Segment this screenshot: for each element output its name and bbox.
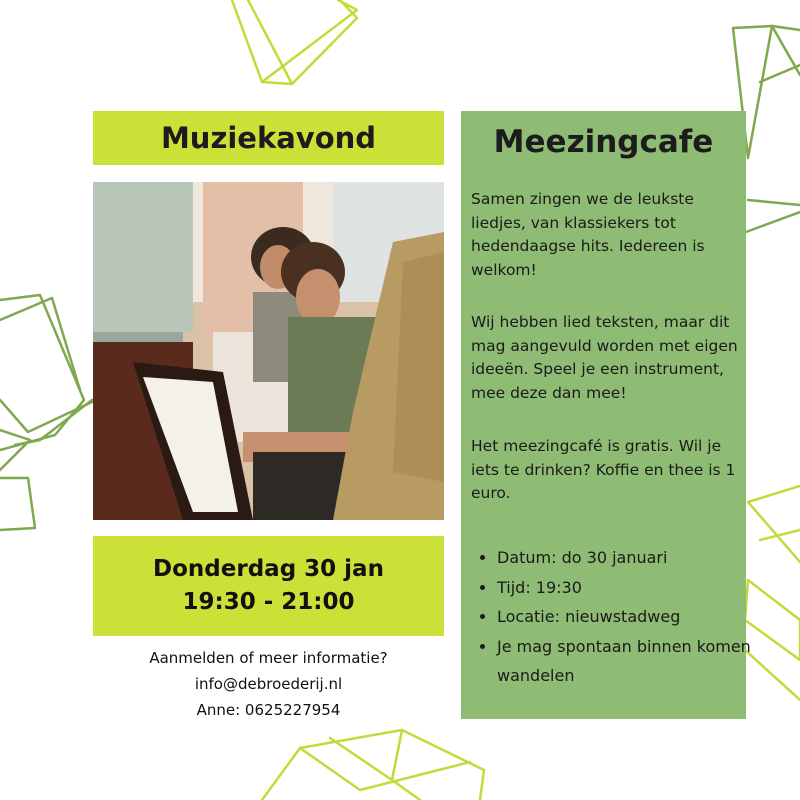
list-item: • Je mag spontaan binnen komen wandelen [497,632,765,691]
event-title: Muziekavond [160,121,377,155]
details-list [475,543,765,691]
event-time: 19:30 - 21:00 [182,589,355,615]
info-panel [461,111,751,719]
lyrics-paragraph: Wij hebben lied teksten, maar dit mag aangevuld worden met eigen ideeën. Speel je een instrument, mee deze dan mee! [471,313,738,402]
list-item: • Tijd: 19:30 [497,573,765,603]
list-item: • Datum: do 30 januari [497,543,765,573]
date-time-banner [93,536,444,636]
event-photo [93,182,444,520]
event-title-banner [93,111,444,165]
people-singing-at-piano-image [93,182,444,520]
contact-phone[interactable]: Anne: 0625227954 [196,701,341,719]
list-item: • Locatie: nieuwstadweg [497,602,765,632]
contact-heading: Aanmelden of meer informatie? [149,649,388,667]
intro-paragraph: Samen zingen we de leukste liedjes, van klassiekers tot hedendaagse hits. Iedereen is welkom! [471,190,705,279]
price-paragraph: Het meezingcafé is gratis. Wil je iets te drinken? Koffie en thee is 1 euro. [471,437,736,502]
contact-info [93,645,444,723]
contact-email[interactable]: info@debroederij.nl [194,675,343,693]
info-title: Meezingcafe [493,124,714,160]
event-date: Donderdag 30 jan [153,556,384,582]
